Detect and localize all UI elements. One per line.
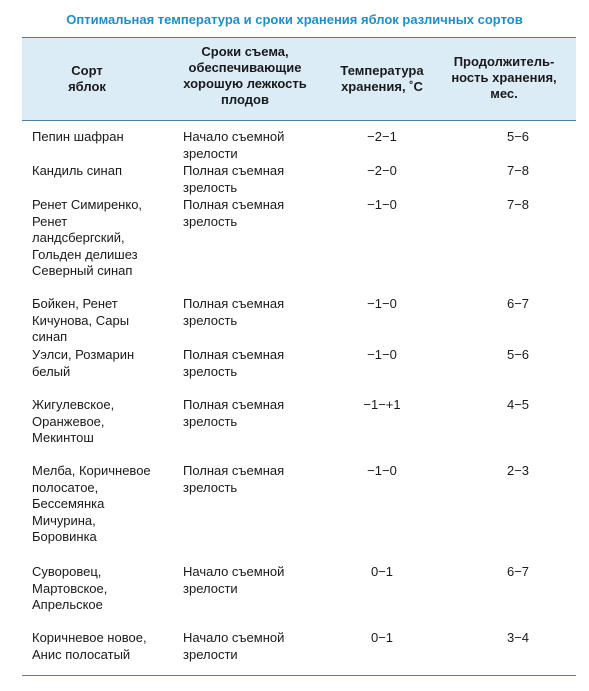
- cell-variety: Мелба, Коричневое полосатое, Бессемянка Мичурина, Боровинка: [32, 463, 151, 544]
- cell-temperature: −1−0: [367, 197, 397, 212]
- cell-harvest: Начало съемной зрелости: [183, 630, 285, 662]
- cell-duration: 2−3: [506, 463, 530, 478]
- cell-harvest: Полная съемная зрелость: [183, 397, 285, 429]
- cell-variety: Кандиль синап: [32, 163, 123, 178]
- table-header: [22, 37, 576, 121]
- cell-harvest: Полная съемная зрелость: [183, 347, 285, 379]
- header-duration-line: Продолжитель-: [453, 54, 555, 69]
- header-duration-line: мес.: [490, 86, 518, 101]
- cell-duration: 5−6: [506, 129, 530, 144]
- header-temperature-line: Температура: [340, 63, 424, 78]
- header-harvest-line: Сроки съема,: [201, 44, 289, 59]
- cell-temperature: −1−0: [367, 296, 397, 311]
- header-variety-line: яблок: [68, 79, 106, 94]
- cell-harvest: Начало съемной зрелости: [183, 564, 285, 596]
- cell-harvest: Полная съемная зрелость: [183, 163, 285, 195]
- cell-variety: Коричневое новое, Анис полосатый: [32, 630, 147, 662]
- cell-temperature: −1−0: [367, 463, 397, 478]
- cell-harvest: Полная съемная зрелость: [183, 197, 285, 229]
- cell-duration: 5−6: [506, 347, 530, 362]
- header-temperature-line: хранения, ˚С: [341, 79, 423, 94]
- cell-duration: 3−4: [506, 630, 530, 645]
- cell-temperature: −2−0: [367, 163, 397, 178]
- header-harvest-line: плодов: [221, 92, 269, 107]
- cell-harvest: Полная съемная зрелость: [183, 296, 285, 328]
- cell-duration: 4−5: [506, 397, 530, 412]
- header-harvest-line: хорошую лежкость: [183, 76, 307, 91]
- cell-temperature: −1−0: [367, 347, 397, 362]
- header-variety: [22, 63, 152, 95]
- cell-temperature: −1−+1: [363, 397, 401, 412]
- cell-variety: Жигулевское, Оранжевое, Мекинтош: [32, 397, 115, 445]
- header-duration: [432, 54, 576, 102]
- cell-temperature: 0−1: [370, 564, 394, 579]
- cell-variety: Уэлси, Розмарин белый: [32, 347, 135, 379]
- cell-variety: Суворовец, Мартовское, Апрельское: [32, 564, 108, 612]
- cell-duration: 7−8: [506, 197, 530, 212]
- cell-temperature: −2−1: [367, 129, 397, 144]
- header-harvest-line: обеспечивающие: [188, 60, 302, 75]
- cell-harvest: Начало съемной зрелости: [183, 129, 285, 161]
- cell-temperature: 0−1: [370, 630, 394, 645]
- cell-harvest: Полная съемная зрелость: [183, 463, 285, 495]
- header-temperature: [322, 63, 442, 95]
- cell-duration: 7−8: [506, 163, 530, 178]
- header-harvest: [160, 44, 330, 108]
- cell-duration: 6−7: [506, 296, 530, 311]
- cell-duration: 6−7: [506, 564, 530, 579]
- table-title: Оптимальная температура и сроки хранения яблок различных сортов: [66, 12, 523, 27]
- bottom-rule: [22, 675, 576, 676]
- cell-variety: Пепин шафран: [32, 129, 124, 144]
- header-variety-line: Сорт: [71, 63, 103, 78]
- cell-variety: Бойкен, Ренет Кичунова, Сары синап: [32, 296, 130, 344]
- header-duration-line: ность хранения,: [451, 70, 557, 85]
- cell-variety: Ренет Симиренко, Ренет ландсбергский, Гольден делишез Северный синап: [32, 197, 143, 278]
